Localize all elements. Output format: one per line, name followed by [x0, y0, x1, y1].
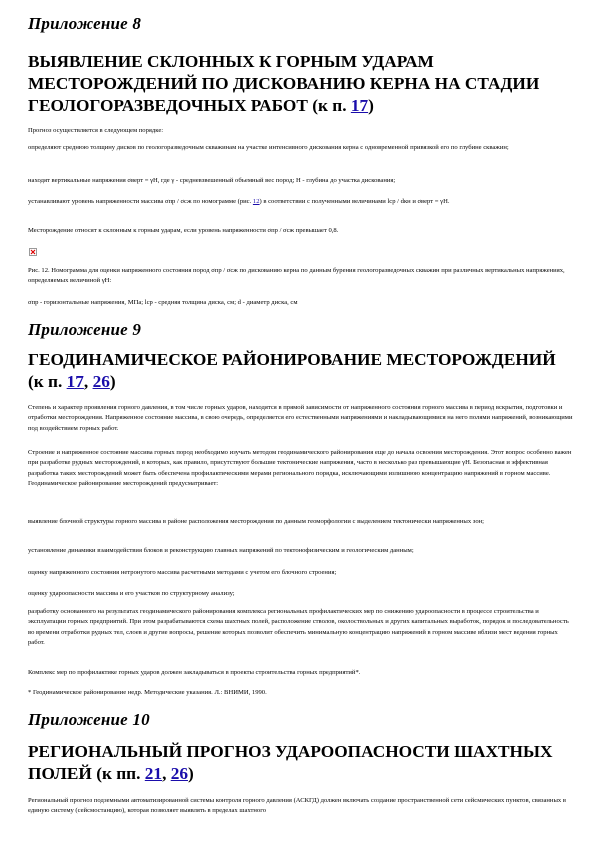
ref-link-fig-12[interactable]: 12	[252, 198, 260, 205]
ref-link-26[interactable]: 26	[92, 372, 110, 391]
broken-image-icon	[29, 248, 37, 256]
ref-link-26[interactable]: 26	[170, 764, 188, 783]
appendix-8-heading: ВЫЯВЛЕНИЕ СКЛОННЫХ К ГОРНЫМ УДАРАМ МЕСТОРОЖДЕНИЙ ПО ДИСКОВАНИЮ КЕРНА НА СТАДИИ ГЕОЛОГОРАЗВЕДОЧНЫХ РАБОТ (к п. 17)	[28, 52, 540, 115]
paragraph: оценку удароопасности массива и его участков по структурному анализу;	[28, 590, 235, 597]
paragraph: Региональный прогноз подземными автоматизированной системы контроля горного давления (АСКГД) должен включать создание пространственной сети сейсмических пунктов, связанных в единую систему (сейсмостанцию), которая позволяет выявлять в пределах шахтного	[28, 797, 566, 815]
paragraph: Прогноз осуществляется в следующем порядке:	[28, 127, 164, 134]
appendix-10-title: Приложение 10	[28, 710, 150, 729]
figure-legend: σпр - горизонтальные напряжения, МПа; lср - средняя толщина диска, см; d - диаметр диска, см	[28, 299, 298, 306]
paragraph: выявление блочной структуры горного массива в районе расположения месторождения по данным геоморфологии с выделением тектонически напряженных зон;	[28, 518, 485, 525]
paragraph: Месторождение относят к склонным к горным ударам, если уровень напряженности σпр / σсж превышает 0,8.	[28, 227, 339, 234]
paragraph: Степень и характер проявления горного давления, в том числе горных ударов, находятся в прямой зависимости от напряженного состояния горного массива в период вскрытия, подготовки и отработки месторождения. Напряженное состояние массива, в свою очередь, определяется его естественными напряжениями и накладывающимися на него полями напряжений, возникающими под воздействием горных работ.	[28, 404, 573, 432]
ref-link-21[interactable]: 21	[144, 764, 163, 783]
appendix-10-heading: РЕГИОНАЛЬНЫЙ ПРОГНОЗ УДАРООПАСНОСТИ ШАХТНЫХ ПОЛЕЙ (к пп. 21, 26)	[28, 742, 553, 783]
appendix-8-title: Приложение 8	[28, 14, 142, 33]
appendix-9-title: Приложение 9	[28, 320, 142, 339]
footnote: * Геодинамическое районирование недр. Методические указания. Л.: ВНИМИ, 1990.	[28, 689, 267, 696]
paragraph: Строение и напряженное состояние массива горных пород необходимо изучать методом геодинамического районирования еще до начала освоения месторождения. Этот вопрос особенно важен при разработке рудных месторождений, в которых, как правило, присутствуют большие тектонические напряжения, часто в несколько раз превышающие γH. Безопасная и эффективная разработка таких месторождений может быть обеспечена профилактическими мерами регионального порядка, исключающими излишнюю концентрацию напряжений в горном массиве. Геодинамическое районирование месторождений предусматривает:	[28, 449, 572, 488]
paragraph: находят вертикальные напряжения σверт = γH, где γ - средневзвешенный объемный вес пород; H - глубина до участка дискования;	[28, 177, 396, 184]
figure-caption: Рис. 12. Номограмма для оценки напряженного состояния пород σпр / σсж по дискованию керна по данным бурения геологоразведочных скважин при различных вертикальных напряжениях, определяемых величиной γH:	[28, 267, 565, 285]
paragraph: разработку основанного на результатах геодинамического районирования комплекса региональных профилактических мер по снижению удароопасности в процессе строительства и эксплуатации горных предприятий. При этом разрабатываются схема шахтных полей, расположение стволов, околоствольных и других капитальных выработок, порядок и последовательность во времени отработки рудных тел, слоев и другие вопросы, решение которых позволит обеспечить минимальную концентрацию напряжений в горном массиве вблизи мест ведения горных работ.	[28, 608, 569, 647]
heading-text: ВЫЯВЛЕНИЕ СКЛОННЫХ К ГОРНЫМ УДАРАМ МЕСТОРОЖДЕНИЙ ПО ДИСКОВАНИЮ КЕРНА НА СТАДИИ ГЕОЛОГОРАЗВЕДОЧНЫХ РАБОТ (к п.	[28, 52, 540, 115]
paragraph: устанавливают уровень напряженности массива σпр / σсж по номограмме (рис. 12) в соответствии с полученными величинами lср / dкн и σверт = γH.	[28, 198, 450, 205]
paragraph: Комплекс мер по профилактике горных ударов должен закладываться в проекты строительства горных предприятий*.	[28, 669, 361, 676]
appendix-9-heading: ГЕОДИНАМИЧЕСКОЕ РАЙОНИРОВАНИЕ МЕСТОРОЖДЕНИЙ (к п. 17, 26)	[28, 350, 556, 391]
paragraph: определяют среднюю толщину дисков по геологоразведочным скважинам на участке интенсивного дискования керна с одновременной привязкой его по глубине скважин;	[28, 144, 509, 151]
ref-link-17[interactable]: 17	[350, 96, 369, 115]
paragraph: оценку напряженного состояния нетронутого массива расчетными методами с учетом его блочного строения;	[28, 569, 337, 576]
ref-link-17[interactable]: 17	[66, 372, 84, 391]
paragraph: установление динамики взаимодействия блоков и реконструкцию главных напряжений по тектонофизическим и геологическим данным;	[28, 547, 414, 554]
